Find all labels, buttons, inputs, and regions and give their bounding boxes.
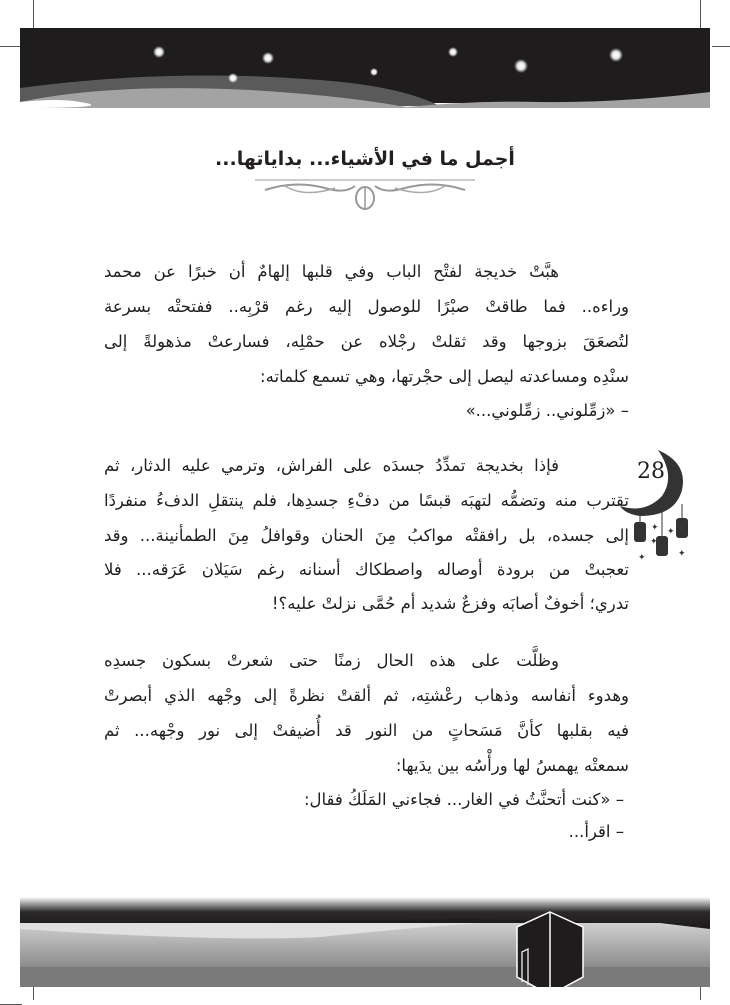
svg-text:✦: ✦	[667, 527, 675, 537]
text-line: تدري؛ أخوفٌ أصابَه وفزعٌ شديد أم حُمَّى نزلتْ عليه؟!	[271, 594, 629, 613]
quote-line: – اقرأ...	[568, 822, 624, 841]
crop-mark	[33, 985, 34, 1000]
star-icon	[262, 52, 274, 64]
crop-mark	[33, 0, 34, 30]
star-icon	[228, 73, 238, 83]
text-line: تقترب منه وتضمُّه لتهبَه قبسًا من دفْءِ جسدِها، فلم ينتقلِ الدفءُ منفردًا	[104, 491, 629, 510]
quote-line: – «زمِّلوني.. زمِّلوني...»	[465, 401, 629, 420]
crop-mark	[0, 46, 22, 47]
text-line: سمعتْه يهمسُ لها ورأْسُه بين يدَيها:	[395, 756, 629, 775]
text-line: سنْدِه ومساعدته ليصل إلى حجْرتها، وهي تسمع كلماته:	[260, 367, 629, 386]
star-icon	[370, 68, 378, 76]
ornament-divider-icon	[255, 178, 475, 212]
text-line: فيه بقلبها كأنَّ مَسَحاتٍ من النور قد أُضيفتْ إلى نور وجْهه... ثم	[104, 721, 629, 740]
crop-mark	[712, 46, 730, 47]
text-line: لتُصعَقَ بزوجها وقد ثقلتْ رجْلاه عن حمْلِه، فسارعتْ مذهولةً إلى	[104, 332, 629, 351]
svg-text:✦: ✦	[651, 523, 659, 533]
header-night-sky-band	[20, 28, 710, 108]
page-number: 28	[637, 459, 665, 484]
text-line: إلى جسده، بل رافقتْه مواكبُ مِنَ الحنان وقوافلُ مِنَ الطمأنينة... وقد	[104, 526, 629, 545]
svg-text:✦: ✦	[650, 537, 658, 547]
quote-line: – «كنت أتحنَّثُ في الغار... فجاءني المَلَكُ فقال:	[303, 790, 624, 809]
kaaba-icon	[517, 912, 583, 987]
text-line: وهدوء أنفاسه وذهاب رعْشتِه، ثم ألقتْ نظرةً إلى وجْهه الذي أبصرتْ	[104, 686, 629, 705]
footer-desert-band	[20, 897, 710, 987]
text-line: وراءه.. فما طاقتْ صبْرًا للوصول إليه رغم قرْبِه.. ففتحتْه بسرعة	[104, 297, 629, 316]
crop-mark	[700, 985, 701, 1000]
svg-text:✦: ✦	[678, 549, 686, 559]
text-line: فإذا بخديجة تمدِّدُ جسدَه على الفراش، وترمي عليه الدثار، ثم	[104, 456, 559, 475]
text-line: تعجبتْ من برودة أوصاله واصطكاك أسنانه رغم سَيَلان عَرَقه... فلا	[104, 560, 629, 579]
crop-mark	[700, 0, 701, 30]
star-icon	[153, 46, 165, 58]
star-icon	[448, 47, 458, 57]
chapter-title: أجمل ما في الأشياء... بداياتها...	[215, 148, 515, 170]
svg-text:✦: ✦	[638, 553, 646, 563]
star-icon	[514, 59, 528, 73]
text-line: هبَّتْ خديجة لفتْح الباب وفي قلبها إلهامٌ أن خبرًا عن محمد	[104, 262, 559, 281]
star-icon	[609, 48, 623, 62]
text-line: وظلَّت على هذه الحال زمنًا حتى شعرتْ بسكون جسدِه	[104, 651, 559, 670]
